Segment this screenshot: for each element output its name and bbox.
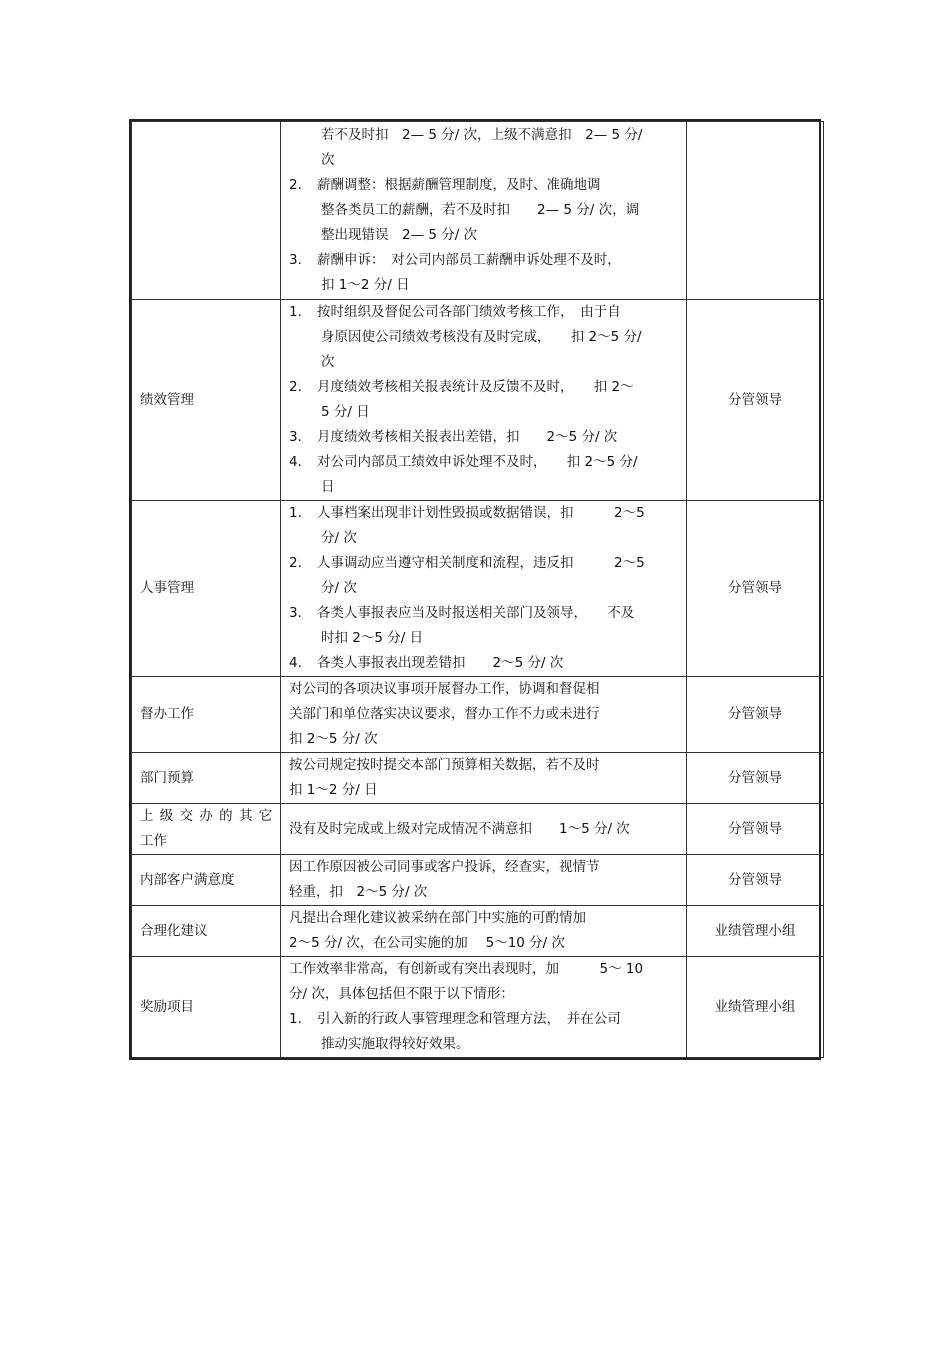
- item-number: 1.: [289, 505, 302, 521]
- criteria-cell: [281, 677, 687, 753]
- criteria-text: 5 分/ 日: [321, 404, 370, 420]
- criteria-cell: [281, 957, 687, 1058]
- responsible-label: 业绩管理小组: [714, 922, 796, 939]
- criteria-text: 按时组织及督促公司各部门绩效考核工作， 由于自: [317, 304, 621, 320]
- category-label: 奖励项目: [140, 998, 194, 1015]
- criteria-text: 各类人事报表应当及时报送相关部门及领导， 不及: [317, 605, 635, 621]
- responsible-label: 分管领导: [728, 706, 782, 722]
- criteria-text: 分/ 次，具体包括但不限于以下情形：: [289, 986, 514, 1002]
- criteria-line: [289, 576, 678, 601]
- criteria-text: 薪酬申诉： 对公司内部员工薪酬申诉处理不及时，: [317, 252, 621, 268]
- criteria-line: [289, 855, 678, 880]
- criteria-line: [289, 198, 678, 223]
- table-row: [132, 957, 824, 1058]
- category-label: 部门预算: [140, 769, 194, 786]
- criteria-line: [289, 601, 678, 626]
- table-row: [132, 677, 824, 753]
- criteria-line: [289, 526, 678, 551]
- criteria-text: 各类人事报表出现差错扣 2～5 分/ 次: [317, 655, 564, 671]
- criteria-cell: [281, 753, 687, 804]
- category-label: 人事管理: [140, 580, 194, 596]
- criteria-text: 扣 2～5 分/ 次: [289, 731, 378, 747]
- category-cell: [132, 677, 281, 753]
- criteria-text: 推动实施取得较好效果。: [321, 1036, 470, 1052]
- criteria-line: [289, 248, 678, 273]
- criteria-text: 关部门和单位落实决议要求，督办工作不力或未进行: [289, 706, 600, 722]
- criteria-line: [289, 223, 678, 248]
- criteria-line: [289, 677, 678, 702]
- criteria-line: [289, 173, 678, 198]
- item-number: 3.: [289, 429, 302, 445]
- criteria-cell: [281, 122, 687, 300]
- category-cell: [132, 753, 281, 804]
- responsible-label: 分管领导: [728, 769, 782, 786]
- item-number: 1.: [289, 304, 302, 320]
- category-line: 工作: [140, 833, 167, 849]
- category-label: 合理化建议: [140, 922, 208, 939]
- criteria-text: 人事调动应当遵守相关制度和流程，违反扣 2～5: [317, 555, 645, 571]
- criteria-line: [289, 651, 678, 676]
- criteria-line: [289, 906, 678, 931]
- responsible-cell: [687, 957, 824, 1058]
- criteria-line: [289, 753, 678, 778]
- criteria-cell: [281, 906, 687, 957]
- criteria-text: 日: [321, 479, 335, 495]
- responsible-label: 分管领导: [728, 820, 782, 837]
- criteria-text: 没有及时完成或上级对完成情况不满意扣 1～5 分/ 次: [289, 820, 630, 837]
- responsible-cell: [687, 906, 824, 957]
- responsible-label: 分管领导: [728, 871, 782, 888]
- responsible-label: 业绩管理小组: [714, 998, 796, 1015]
- criteria-text: 按公司规定按时提交本部门预算相关数据，若不及时: [289, 757, 600, 773]
- item-number: 2.: [289, 177, 302, 193]
- criteria-line: [289, 400, 678, 425]
- responsible-label: 分管领导: [728, 580, 782, 596]
- criteria-text: 对公司的各项决议事项开展督办工作，协调和督促相: [289, 681, 600, 697]
- criteria-line: [289, 450, 678, 475]
- category-cell: [132, 501, 281, 677]
- criteria-text: 人事档案出现非计划性毁损或数据错误，扣 2～5: [317, 505, 645, 521]
- responsible-cell: [687, 300, 824, 501]
- criteria-line: [289, 148, 678, 173]
- criteria-cell: [281, 804, 687, 855]
- table-row: [132, 300, 824, 501]
- criteria-line: [289, 1007, 678, 1032]
- item-number: 1.: [289, 1011, 302, 1027]
- criteria-text: 月度绩效考核相关报表统计及反馈不及时， 扣 2～: [317, 379, 634, 395]
- item-number: 4.: [289, 655, 302, 671]
- criteria-line: [289, 501, 678, 526]
- criteria-text: 整各类员工的薪酬，若不及时扣 2— 5 分/ 次，调: [321, 202, 640, 218]
- criteria-text: 扣 1～2 分/ 日: [321, 277, 410, 293]
- table-row: [132, 122, 824, 300]
- category-label: 督办工作: [140, 706, 194, 722]
- item-number: 2.: [289, 555, 302, 571]
- criteria-text: 分/ 次: [321, 580, 357, 596]
- criteria-text: 引入新的行政人事管理理念和管理方法， 并在公司: [317, 1011, 621, 1027]
- category-cell: [132, 957, 281, 1058]
- category-cell: [132, 122, 281, 300]
- criteria-text: 次: [321, 354, 335, 370]
- table-row: [132, 855, 824, 906]
- category-label: 绩效管理: [140, 391, 194, 408]
- criteria-line: [289, 702, 678, 727]
- table-row: [132, 753, 824, 804]
- item-number: 4.: [289, 454, 302, 470]
- criteria-text: 时扣 2～5 分/ 日: [321, 630, 424, 646]
- responsible-cell: [687, 677, 824, 753]
- item-number: 3.: [289, 605, 302, 621]
- item-number: 3.: [289, 252, 302, 268]
- assessment-table-container: [129, 119, 821, 1060]
- criteria-text: 工作效率非常高，有创新或有突出表现时，加 5～ 10: [289, 961, 644, 977]
- criteria-line: [289, 727, 678, 752]
- criteria-text: 凡提出合理化建议被采纳在部门中实施的可酌情加: [289, 910, 586, 926]
- table-row: [132, 804, 824, 855]
- responsible-cell: [687, 501, 824, 677]
- criteria-text: 2～5 分/ 次，在公司实施的加 5～10 分/ 次: [289, 935, 565, 951]
- criteria-text: 月度绩效考核相关报表出差错，扣 2～5 分/ 次: [317, 429, 618, 445]
- responsible-cell: [687, 122, 824, 300]
- criteria-text: 若不及时扣 2— 5 分/ 次，上级不满意扣 2— 5 分/: [321, 127, 643, 143]
- criteria-text: 薪酬调整：根据薪酬管理制度，及时、准确地调: [317, 177, 601, 193]
- responsible-cell: [687, 855, 824, 906]
- criteria-text: 身原因使公司绩效考核没有及时完成， 扣 2～5 分/: [321, 329, 642, 345]
- category-cell: [132, 906, 281, 957]
- criteria-line: [289, 626, 678, 651]
- criteria-line: [289, 1032, 678, 1057]
- criteria-line: [289, 350, 678, 375]
- responsible-cell: [687, 804, 824, 855]
- criteria-text: 对公司内部员工绩效申诉处理不及时， 扣 2～5 分/: [317, 454, 638, 470]
- responsible-cell: [687, 753, 824, 804]
- category-label: 内部客户满意度: [140, 871, 235, 888]
- criteria-line: [289, 425, 678, 450]
- criteria-line: [289, 551, 678, 576]
- criteria-line: [289, 475, 678, 500]
- category-line: 上 级 交 办 的 其 它: [140, 808, 274, 824]
- criteria-text: 扣 1～2 分/ 日: [289, 782, 378, 798]
- table-row: [132, 906, 824, 957]
- criteria-line: [289, 375, 678, 400]
- criteria-line: [289, 982, 678, 1007]
- criteria-text: 整出现错误 2— 5 分/ 次: [321, 227, 478, 243]
- criteria-line: [289, 123, 678, 148]
- criteria-text: 因工作原因被公司同事或客户投诉，经查实，视情节: [289, 859, 600, 875]
- criteria-cell: [281, 300, 687, 501]
- category-cell: [132, 804, 281, 855]
- criteria-line: [289, 931, 678, 956]
- criteria-text: 分/ 次: [321, 530, 357, 546]
- criteria-line: [289, 325, 678, 350]
- criteria-line: [289, 817, 678, 842]
- table-row: [132, 501, 824, 677]
- responsible-label: 分管领导: [728, 391, 782, 408]
- criteria-line: [289, 957, 678, 982]
- criteria-line: [289, 778, 678, 803]
- criteria-text: 次: [321, 152, 335, 168]
- criteria-line: [289, 300, 678, 325]
- item-number: 2.: [289, 379, 302, 395]
- category-cell: [132, 855, 281, 906]
- assessment-table: [131, 121, 824, 1058]
- criteria-cell: [281, 501, 687, 677]
- category-cell: [132, 300, 281, 501]
- table-body: [132, 122, 824, 1058]
- criteria-line: [289, 273, 678, 298]
- criteria-line: [289, 880, 678, 905]
- criteria-text: 轻重，扣 2～5 分/ 次: [289, 884, 428, 900]
- criteria-cell: [281, 855, 687, 906]
